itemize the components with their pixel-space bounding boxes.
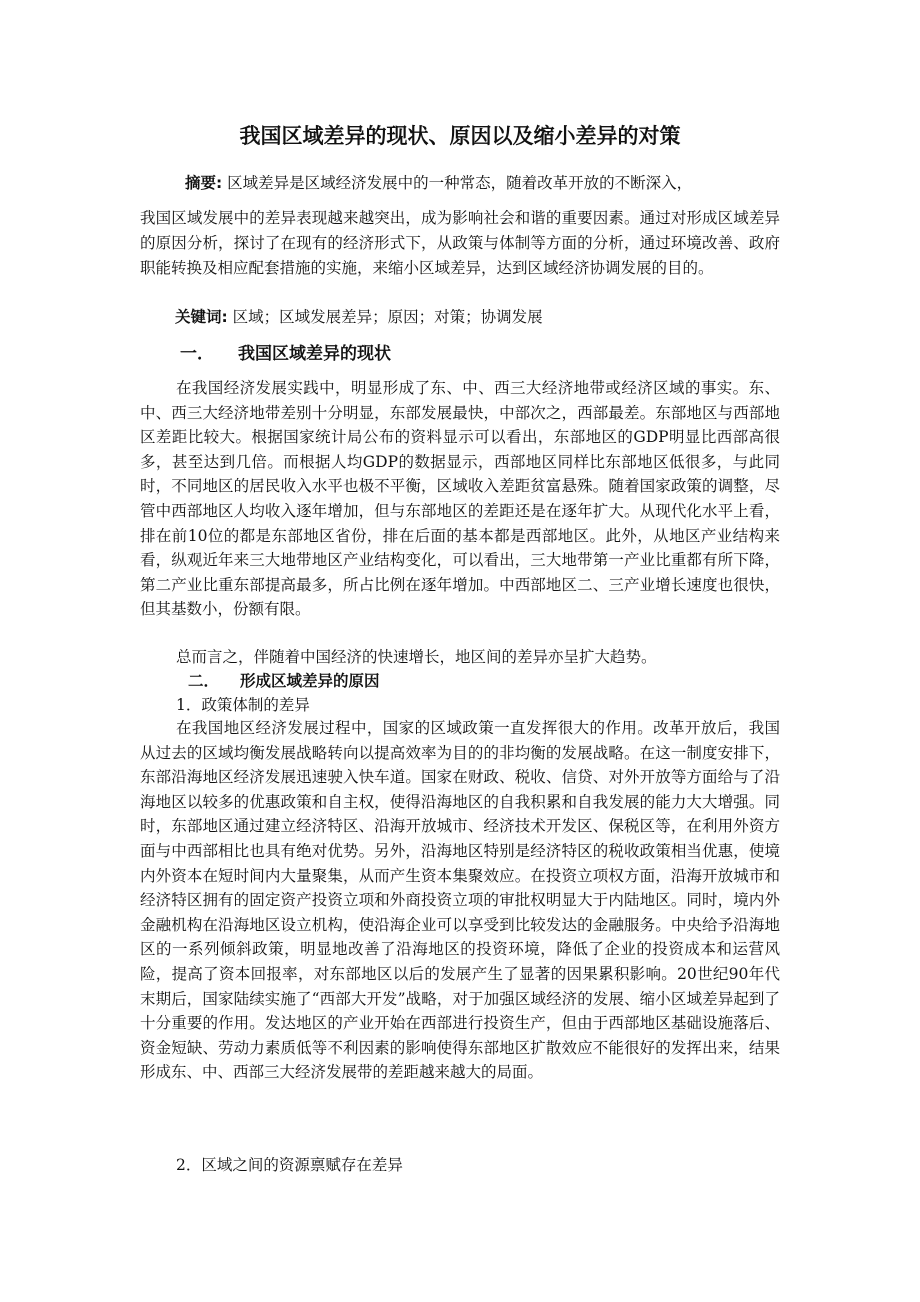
section1-number: 一． bbox=[180, 344, 214, 364]
abstract-first-line bbox=[185, 170, 785, 196]
subsection-2-2-heading: 2．区域之间的资源禀赋存在差异 bbox=[176, 1156, 403, 1174]
section2-heading-text: 形成区域差异的原因 bbox=[240, 672, 380, 690]
section1-paragraph-2: 总而言之，伴随着中国经济的快速增长，地区间的差异亦呈扩大趋势。 bbox=[176, 648, 657, 666]
abstract-label: 摘要: bbox=[185, 174, 223, 192]
section2-heading bbox=[188, 669, 380, 693]
document-title: 我国区域差异的现状、原因以及缩小差异的对策 bbox=[239, 124, 681, 148]
keywords-line bbox=[175, 305, 775, 330]
section1-heading bbox=[180, 340, 391, 368]
section2-number: 二． bbox=[188, 672, 220, 690]
abstract-text: 我国区域发展中的差异表现越来越突出，成为影响社会和谐的重要因素。通过对形成区域差异的原因分析，探讨了在现有的经济形式下，从政策与体制等方面的分析，通过环境改善、政府职能转换及相应配套措施的实施，来缩小区域差异，达到区域经济协调发展的目的。 bbox=[140, 209, 780, 277]
section1-heading-text: 我国区域差异的现状 bbox=[238, 344, 391, 364]
section1-paragraph-1: 在我国经济发展实践中，明显形成了东、中、西三大经济地带或经济区域的事实。东、中、西三大经济地带差别十分明显，东部发展最快，中部次之，西部最差。东部地区与西部地区差距比较大。根据国家统计局公布的资料显示可以看出，东部地区的GDP明显比西部高很多，甚至达到几倍。而根据人均GDP的数据显示，西部地区同样比东部地区低很多，与此同时，不同地区的居民收入水平也极不平衡，区域收入差距贫富悬殊。随着国家政策的调整，尽管中西部地区人均收入逐年增加，但与东部地区的差距还是在逐年扩大。从现代化水平上看，排在前10位的都是东部地区省份，排在后面的基本都是西部地区。此外，从地区产业结构来看，纵观近年来三大地带地区产业结构变化，可以看出，三大地带第一产业比重都有所下降，第二产业比重东部提高最多，所占比例在逐年增加。中西部地区二、三产业增长速度也很快，但其基数小，份额有限。 bbox=[140, 379, 780, 619]
subsection-2-1-heading: 1．政策体制的差异 bbox=[176, 696, 310, 714]
section2-paragraph-1: 在我国地区经济发展过程中，国家的区域政策一直发挥很大的作用。改革开放后，我国从过去的区域均衡发展战略转向以提高效率为目的的非均衡的发展战略。在这一制度安排下，东部沿海地区经济发展迅速驶入快车道。国家在财政、税收、信贷、对外开放等方面给与了沿海地区以较多的优惠政策和自主权，使得沿海地区的自我积累和自我发展的能力大大增强。同时，东部地区通过建立经济特区、沿海开放城市、经济技术开发区、保税区等，在利用外资方面与中西部相比也具有绝对优势。另外，沿海地区特别是经济特区的税收政策相当优惠，使境内外资本在短时间内大量聚集，从而产生资本集聚效应。在投资立项权方面，沿海开放城市和经济特区拥有的固定资产投资立项和外商投资立项的审批权明显大于内陆地区。同时，境内外金融机构在沿海地区设立机构，使沿海企业可以享受到比较发达的金融服务。中央给予沿海地区的一系列倾斜政策，明显地改善了沿海地区的投资环境，降低了企业的投资成本和运营风险，提高了资本回报率，对东部地区以后的发展产生了显著的因果累积影响。20世纪90年代末期后，国家陆续实施了“西部大开发”战略，对于加强区域经济的发展、缩小区域差异起到了十分重要的作用。发达地区的产业开始在西部进行投资生产，但由于西部地区基础设施落后、资金短缺、劳动力素质低等不利因素的影响使得东部地区扩散效应不能很好的发挥出来，结果形成东、中、西部三大经济发展带的差距越来越大的局面。 bbox=[140, 719, 780, 1082]
keywords-text: 区域；区域发展差异；原因；对策；协调发展 bbox=[227, 308, 543, 326]
abstract-first-text: 区域差异是区域经济发展中的一种常态，随着改革开放的不断深入， bbox=[222, 174, 693, 192]
keywords-label: 关键词: bbox=[175, 308, 228, 326]
